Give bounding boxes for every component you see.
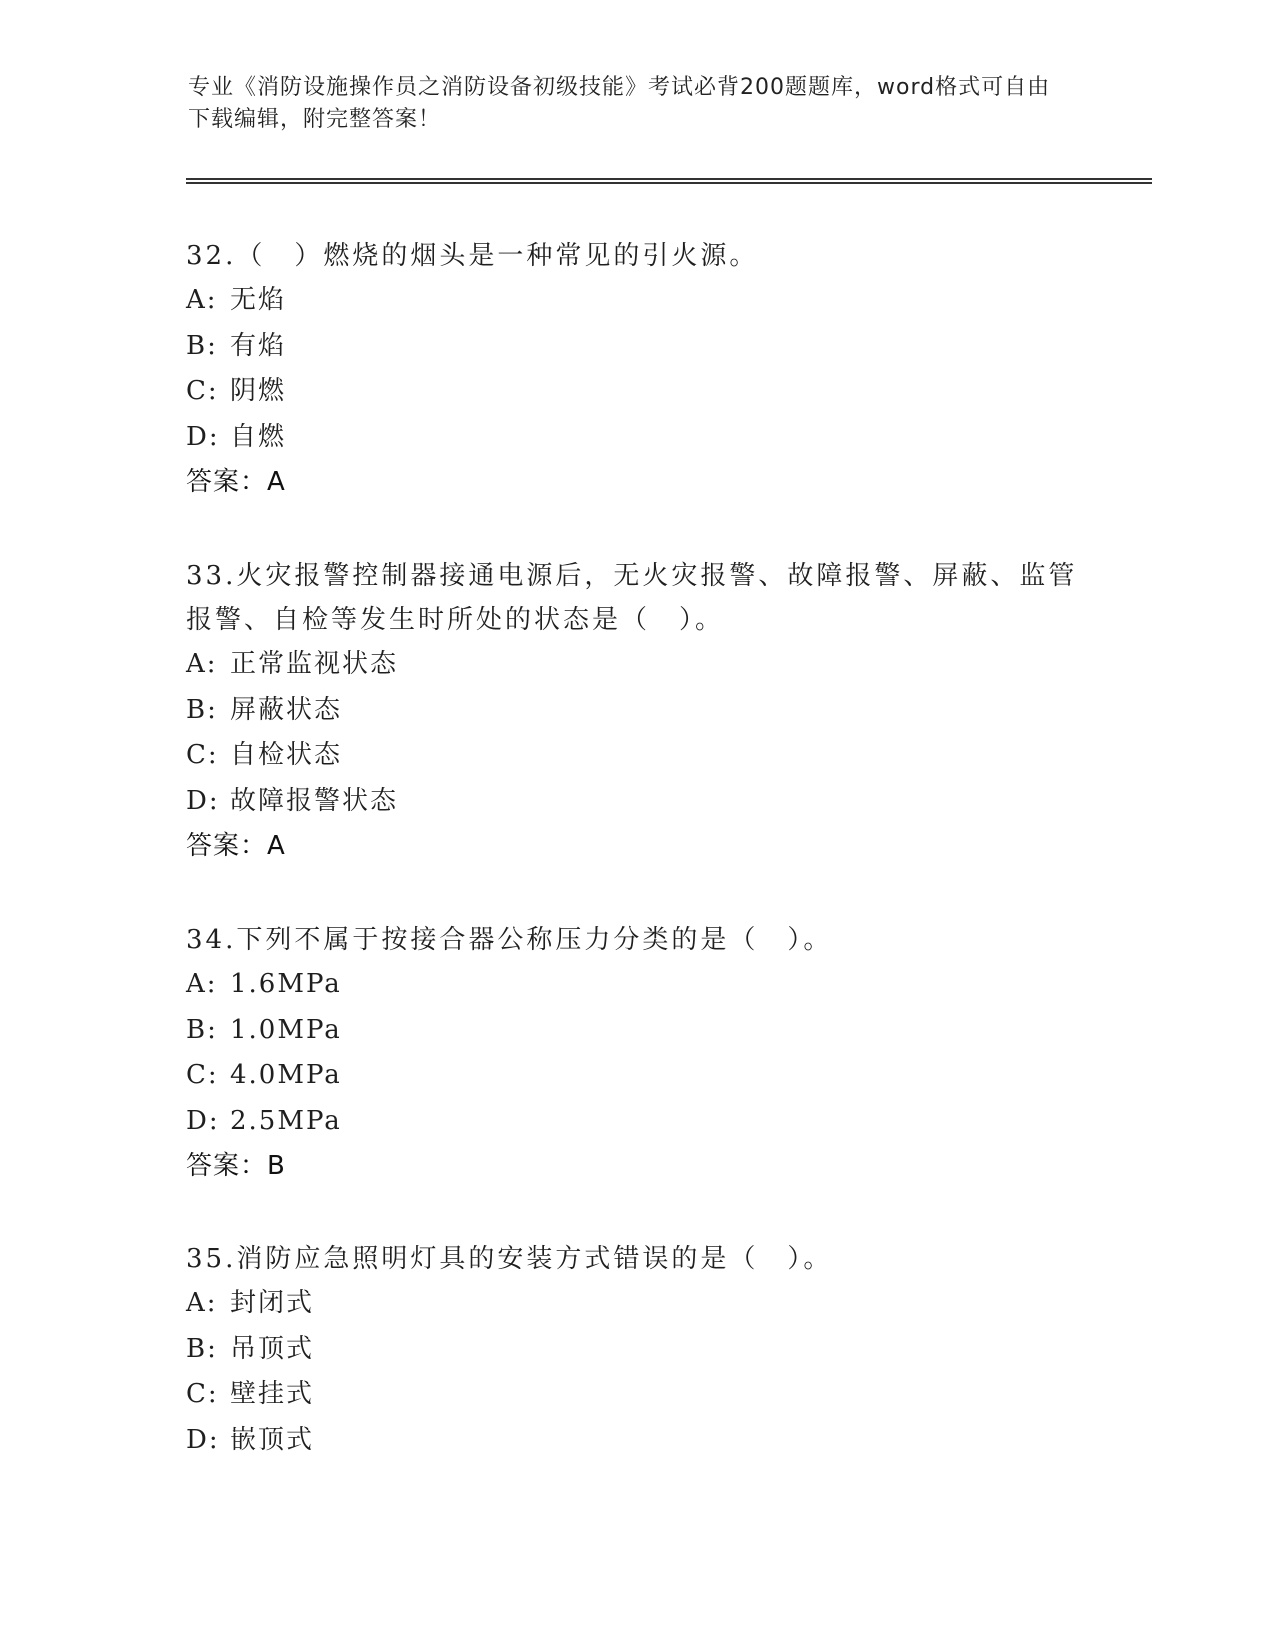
- option-d: [186, 1099, 1086, 1145]
- option-key: A:: [186, 649, 218, 679]
- question-stem: 35.消防应急照明灯具的安装方式错误的是（ ）。: [186, 1244, 833, 1274]
- option-text: 1.6MPa: [230, 969, 342, 999]
- option-a: [186, 962, 1086, 1008]
- option-text: 故障报警状态: [230, 785, 399, 816]
- option-b: [186, 688, 1086, 734]
- answer-label: 答案：B: [186, 1151, 286, 1181]
- question-stem: 33.火灾报警控制器接通电源后，无火灾报警、故障报警、屏蔽、监管报警、自检等发生时所处的状态是（ ）。: [186, 561, 1078, 635]
- option-key: A:: [186, 285, 218, 315]
- option-b: [186, 1008, 1086, 1054]
- option-c: [186, 1372, 1086, 1418]
- option-c: [186, 1053, 1086, 1099]
- question-35: [186, 1237, 1086, 1463]
- document-header: 专业《消防设施操作员之消防设备初级技能》考试必背200题题库，word格式可自由下载编辑，附完整答案！: [188, 75, 1051, 132]
- option-d: [186, 779, 1086, 825]
- option-key: C:: [186, 376, 219, 406]
- question-32: [186, 234, 1086, 506]
- option-d: [186, 415, 1086, 461]
- option-text: 封闭式: [230, 1288, 315, 1318]
- option-text: 屏蔽状态: [230, 694, 343, 725]
- option-text: 自燃: [230, 421, 287, 452]
- option-key: C:: [186, 740, 219, 770]
- option-text: 2.5MPa: [230, 1105, 342, 1136]
- question-34: [186, 918, 1086, 1190]
- option-a: [186, 278, 1086, 324]
- question-stem: 32.（ ）燃烧的烟头是一种常见的引火源。: [186, 241, 759, 271]
- option-text: 阴燃: [230, 376, 287, 406]
- header-divider: [186, 178, 1152, 184]
- option-text: 嵌顶式: [230, 1424, 315, 1455]
- option-d: [186, 1418, 1086, 1464]
- answer-label: 答案：A: [186, 831, 286, 861]
- question-stem: 34.下列不属于按接合器公称压力分类的是（ ）。: [186, 925, 833, 955]
- option-key: B:: [186, 330, 218, 361]
- option-b: [186, 1327, 1086, 1373]
- option-text: 壁挂式: [230, 1379, 315, 1409]
- option-key: A:: [186, 969, 218, 999]
- option-a: [186, 1281, 1086, 1327]
- option-key: B:: [186, 1014, 218, 1045]
- option-text: 无焰: [230, 285, 287, 315]
- option-key: D:: [186, 1424, 220, 1455]
- option-key: C:: [186, 1379, 219, 1409]
- option-key: A:: [186, 1288, 218, 1318]
- option-key: D:: [186, 421, 220, 452]
- option-c: [186, 733, 1086, 779]
- option-text: 有焰: [230, 330, 287, 361]
- option-text: 吊顶式: [230, 1333, 315, 1364]
- option-text: 自检状态: [230, 740, 343, 770]
- option-key: C:: [186, 1060, 219, 1090]
- option-key: B:: [186, 1333, 218, 1364]
- option-text: 正常监视状态: [230, 649, 399, 679]
- option-text: 1.0MPa: [230, 1014, 342, 1045]
- option-a: [186, 642, 1086, 688]
- question-33: [186, 554, 1086, 870]
- option-key: D:: [186, 1105, 220, 1136]
- answer-label: 答案：A: [186, 467, 286, 497]
- option-b: [186, 324, 1086, 370]
- option-key: D:: [186, 785, 220, 816]
- option-text: 4.0MPa: [230, 1060, 342, 1090]
- option-key: B:: [186, 694, 218, 725]
- option-c: [186, 369, 1086, 415]
